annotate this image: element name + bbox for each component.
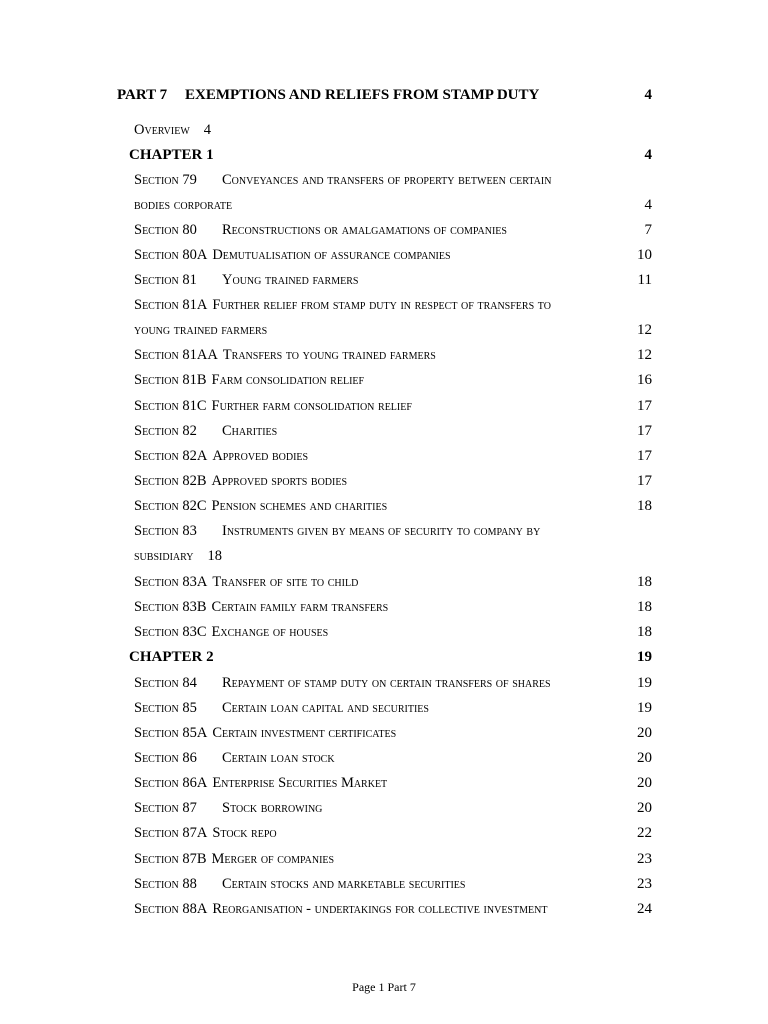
toc-entry-section-82[interactable] <box>134 422 277 440</box>
section-page-number: 18 <box>207 548 222 564</box>
section-title: Exchange of houses <box>211 624 329 640</box>
section-title-continued: bodies corporate <box>134 197 233 213</box>
section-number: Section 82A <box>134 448 208 464</box>
section-page-number: 17 <box>637 423 652 439</box>
toc-entry-section-83b[interactable] <box>134 598 388 616</box>
section-title: Stock borrowing <box>222 800 323 816</box>
section-number: Section 81A <box>134 297 208 313</box>
section-page-number: 20 <box>637 725 652 741</box>
section-number: Section 83C <box>134 624 207 640</box>
section-title: Certain loan stock <box>222 750 335 766</box>
toc-entry-section-79-continued <box>134 196 232 214</box>
section-number: Section 79 <box>134 172 197 188</box>
section-title: Reorganisation - undertakings for collective investment <box>212 901 548 917</box>
toc-entry-section-86a[interactable] <box>134 774 387 792</box>
toc-entry-section-80a[interactable] <box>134 246 451 264</box>
section-page-number: 18 <box>637 599 652 615</box>
chapter-2-page-number: 19 <box>637 649 652 665</box>
toc-entry-section-83c[interactable] <box>134 623 328 641</box>
section-number: Section 86 <box>134 750 197 766</box>
section-number: Section 83A <box>134 574 208 590</box>
section-number: Section 87A <box>134 825 208 841</box>
toc-entry-section-88a[interactable] <box>134 900 547 918</box>
section-page-number: 16 <box>637 372 652 388</box>
part-page-number: 4 <box>644 87 652 103</box>
section-number: Section 84 <box>134 675 197 691</box>
toc-entry-overview[interactable] <box>134 121 211 139</box>
toc-entry-section-82c[interactable] <box>134 497 387 515</box>
section-title: Further farm consolidation relief <box>211 398 412 414</box>
toc-entry-section-81[interactable] <box>134 271 358 289</box>
chapter-heading-1[interactable]: CHAPTER 1 <box>129 147 214 163</box>
toc-entry-section-81aa[interactable] <box>134 346 436 364</box>
section-page-number: 10 <box>637 247 652 263</box>
section-page-number: 20 <box>637 750 652 766</box>
toc-entry-section-86[interactable] <box>134 749 335 767</box>
section-title: Transfer of site to child <box>212 574 359 590</box>
section-title: Transfers to young trained farmers <box>222 347 436 363</box>
section-number: Section 81 <box>134 272 197 288</box>
section-number: Section 88A <box>134 901 208 917</box>
section-page-number: 11 <box>637 272 652 288</box>
toc-entry-section-88[interactable] <box>134 875 465 893</box>
toc-entry-section-81a-continued <box>134 321 267 339</box>
toc-entry-section-85a[interactable] <box>134 724 396 742</box>
section-page-number: 20 <box>637 800 652 816</box>
section-page-number: 20 <box>637 775 652 791</box>
toc-entry-section-81b[interactable] <box>134 371 364 389</box>
section-title: Repayment of stamp duty on certain transfers of shares <box>222 675 551 691</box>
section-page-number: 18 <box>637 574 652 590</box>
section-title: Approved bodies <box>212 448 309 464</box>
section-title: Charities <box>222 423 278 439</box>
section-number: Section 80A <box>134 247 208 263</box>
section-title: Certain stocks and marketable securities <box>222 876 466 892</box>
section-page-number: 12 <box>637 322 652 338</box>
toc-entry-section-87[interactable] <box>134 799 322 817</box>
toc-entry-section-85[interactable] <box>134 699 429 717</box>
section-number: Section 82 <box>134 423 197 439</box>
section-page-number: 22 <box>637 825 652 841</box>
section-number: Section 83B <box>134 599 207 615</box>
overview-page-number: 4 <box>203 122 212 138</box>
toc-entry-section-83-continued <box>134 547 222 565</box>
toc-entry-section-87b[interactable] <box>134 850 334 868</box>
chapter-heading-2[interactable]: CHAPTER 2 <box>129 649 214 665</box>
page-footer: Page 1 Part 7 <box>352 980 416 994</box>
section-number: Section 87B <box>134 851 207 867</box>
toc-entry-section-82b[interactable] <box>134 472 347 490</box>
section-number: Section 88 <box>134 876 197 892</box>
section-page-number: 17 <box>637 448 652 464</box>
section-title: Further relief from stamp duty in respect of transfers to <box>212 297 551 313</box>
section-number: Section 87 <box>134 800 197 816</box>
section-title: Merger of companies <box>211 851 335 867</box>
section-title: Certain family farm transfers <box>211 599 389 615</box>
section-page-number: 24 <box>637 901 652 917</box>
section-number: Section 81C <box>134 398 207 414</box>
section-number: Section 85 <box>134 700 197 716</box>
section-title: Certain investment certificates <box>212 725 397 741</box>
part-heading <box>117 87 539 104</box>
section-title: Farm consolidation relief <box>211 372 365 388</box>
section-page-number: 18 <box>637 624 652 640</box>
section-title: Stock repo <box>212 825 277 841</box>
part-title: EXEMPTIONS AND RELIEFS FROM STAMP DUTY <box>185 87 540 103</box>
section-page-number: 19 <box>637 675 652 691</box>
toc-entry-section-87a[interactable] <box>134 824 277 842</box>
section-page-number: 17 <box>637 473 652 489</box>
section-title: Demutualisation of assurance companies <box>212 247 451 263</box>
chapter-1-page-number: 4 <box>644 147 652 163</box>
section-number: Section 85A <box>134 725 208 741</box>
section-page-number: 4 <box>644 197 652 213</box>
section-number: Section 80 <box>134 222 197 238</box>
section-title-continued: young trained farmers <box>134 322 268 338</box>
section-page-number: 19 <box>637 700 652 716</box>
section-number: Section 83 <box>134 523 197 539</box>
section-title: Instruments given by means of security to company by <box>222 523 541 539</box>
section-page-number: 23 <box>637 876 652 892</box>
section-title: Conveyances and transfers of property between certain <box>222 172 552 188</box>
toc-entry-section-80[interactable] <box>134 221 507 239</box>
section-number: Section 81AA <box>134 347 218 363</box>
section-page-number: 12 <box>637 347 652 363</box>
section-title: Young trained farmers <box>222 272 359 288</box>
section-number: Section 81B <box>134 372 207 388</box>
part-number: PART 7 <box>117 87 168 103</box>
toc-entry-section-81c[interactable] <box>134 397 412 415</box>
toc-entry-section-81a[interactable] <box>134 296 551 314</box>
toc-entry-section-84[interactable] <box>134 674 551 692</box>
section-page-number: 23 <box>637 851 652 867</box>
toc-entry-section-82a[interactable] <box>134 447 308 465</box>
section-number: Section 82B <box>134 473 207 489</box>
section-title: Certain loan capital and securities <box>222 700 429 716</box>
toc-entry-section-83[interactable] <box>134 522 540 540</box>
section-title-continued: subsidiary <box>134 548 194 564</box>
section-title: Pension schemes and charities <box>211 498 388 514</box>
section-page-number: 7 <box>644 222 652 238</box>
section-title: Reconstructions or amalgamations of companies <box>222 222 507 238</box>
section-title: Enterprise Securities Market <box>212 775 388 791</box>
section-number: Section 86A <box>134 775 208 791</box>
overview-label: Overview <box>134 122 190 138</box>
section-page-number: 18 <box>637 498 652 514</box>
toc-entry-section-83a[interactable] <box>134 573 358 591</box>
section-number: Section 82C <box>134 498 207 514</box>
toc-entry-section-79[interactable] <box>134 171 551 189</box>
section-page-number: 17 <box>637 398 652 414</box>
section-title: Approved sports bodies <box>211 473 348 489</box>
